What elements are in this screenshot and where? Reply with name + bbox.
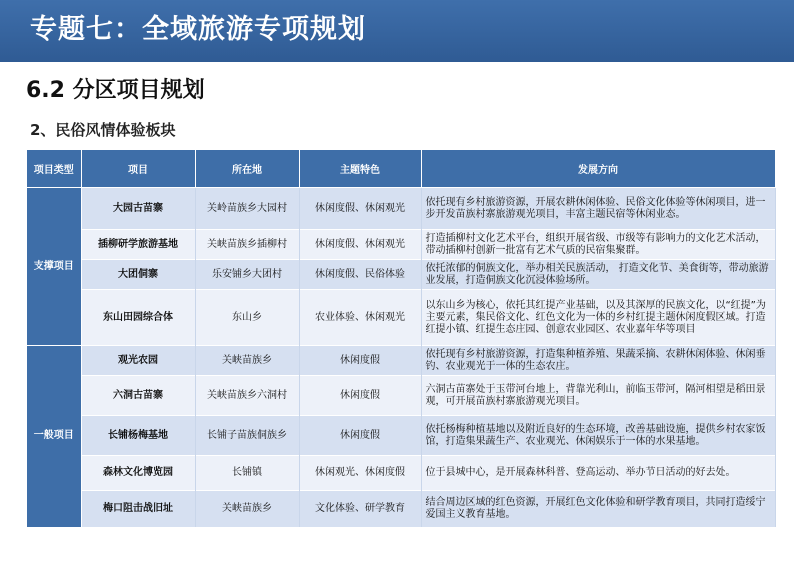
table-row <box>27 416 775 456</box>
location-cell: 长铺子苗族侗族乡 <box>195 416 299 456</box>
direction-cell: 依托浓郁的侗族文化，举办相关民族活动， 打造文化节、美食街等，带动旅游业发展，打造侗族文化沉浸体验场所。 <box>421 260 775 290</box>
direction-cell: 六洞古苗寨处于玉带河台地上，背靠光利山，前临玉带河，隔河相望是稻田景观，可开展苗族村寨旅游观光项目。 <box>421 376 775 416</box>
project-name-cell: 东山田园综合体 <box>81 290 195 346</box>
theme-cell: 农业体验、休闲观光 <box>299 290 421 346</box>
table-row <box>27 456 775 491</box>
project-name-cell: 大团侗寨 <box>81 260 195 290</box>
project-name-cell: 梅口阻击战旧址 <box>81 491 195 527</box>
project-name-cell: 六洞古苗寨 <box>81 376 195 416</box>
direction-cell: 打造插柳村文化艺术平台，组织开展省级、市级等有影响力的文化艺术活动，带动插柳村创新一批富有艺术气质的民宿集聚群。 <box>421 230 775 260</box>
theme-cell: 文化体验、研学教育 <box>299 491 421 527</box>
column-header-theme: 主题特色 <box>299 150 421 188</box>
project-table <box>27 150 776 527</box>
table-row <box>27 491 775 527</box>
theme-cell: 休闲度假 <box>299 376 421 416</box>
table-row <box>27 230 775 260</box>
table-row <box>27 188 775 230</box>
direction-cell: 依托现有乡村旅游资源，打造集种植养殖、果蔬采摘、农耕休闲体验、休闲垂钓、农业观光于一体的生态农庄。 <box>421 346 775 376</box>
location-cell: 乐安铺乡大团村 <box>195 260 299 290</box>
location-cell: 关峡苗族乡插柳村 <box>195 230 299 260</box>
location-cell: 东山乡 <box>195 290 299 346</box>
table-row <box>27 376 775 416</box>
section-title: 6.2 分区项目规划 <box>26 78 205 103</box>
theme-cell: 休闲度假 <box>299 346 421 376</box>
column-header-project: 项目 <box>81 150 195 188</box>
theme-cell: 休闲观光、休闲度假 <box>299 456 421 491</box>
project-name-cell: 观光农园 <box>81 346 195 376</box>
location-cell: 关峡苗族乡六洞村 <box>195 376 299 416</box>
theme-cell: 休闲度假 <box>299 416 421 456</box>
location-cell: 关峡苗族乡 <box>195 491 299 527</box>
direction-cell: 依托杨梅种植基地以及附近良好的生态环境，改善基础设施，提供乡村农家饭馆，打造集果蔬生产、农业观光、休闲娱乐于一体的水果基地。 <box>421 416 775 456</box>
project-name-cell: 长铺杨梅基地 <box>81 416 195 456</box>
location-cell: 长铺镇 <box>195 456 299 491</box>
table-header-row <box>27 150 775 188</box>
theme-cell: 休闲度假、休闲观光 <box>299 188 421 230</box>
column-header-type: 项目类型 <box>27 150 81 188</box>
direction-cell: 位于县城中心，是开展森林科普、登高运动、举办节日活动的好去处。 <box>421 456 775 491</box>
column-header-location: 所在地 <box>195 150 299 188</box>
theme-cell: 休闲度假、民俗体验 <box>299 260 421 290</box>
table-row <box>27 260 775 290</box>
project-name-cell: 森林文化博览园 <box>81 456 195 491</box>
theme-cell: 休闲度假、休闲观光 <box>299 230 421 260</box>
location-cell: 关峡苗族乡 <box>195 346 299 376</box>
direction-cell: 结合周边区域的红色资源，开展红色文化体验和研学教育项目，共同打造绥宁爱国主义教育基地。 <box>421 491 775 527</box>
location-cell: 关岭苗族乡大园村 <box>195 188 299 230</box>
page-header-title: 专题七：全域旅游专项规划 <box>30 14 366 45</box>
project-type-cell: 一般项目 <box>27 346 81 527</box>
direction-cell: 依托现有乡村旅游资源，开展农耕休闲体验、民俗文化体验等休闲项目，进一步开发苗族村寨旅游观光项目，丰富主题民宿等休闲业态。 <box>421 188 775 230</box>
header-bar <box>0 0 794 62</box>
column-header-direction: 发展方向 <box>421 150 775 188</box>
subsection-title: 2、民俗风情体验板块 <box>30 121 176 139</box>
project-name-cell: 大园古苗寨 <box>81 188 195 230</box>
table-row <box>27 346 775 376</box>
direction-cell: 以东山乡为核心，依托其红提产业基础，以及其深厚的民族文化，以“红提”为主要元素，集民俗文化、红色文化为一体的乡村红提主题休闲度假区域。打造红提小镇、红提生态庄园、创意农业园区、农业嘉年华等项目 <box>421 290 775 346</box>
project-name-cell: 插柳研学旅游基地 <box>81 230 195 260</box>
table-row <box>27 290 775 346</box>
project-type-cell: 支撑项目 <box>27 188 81 346</box>
